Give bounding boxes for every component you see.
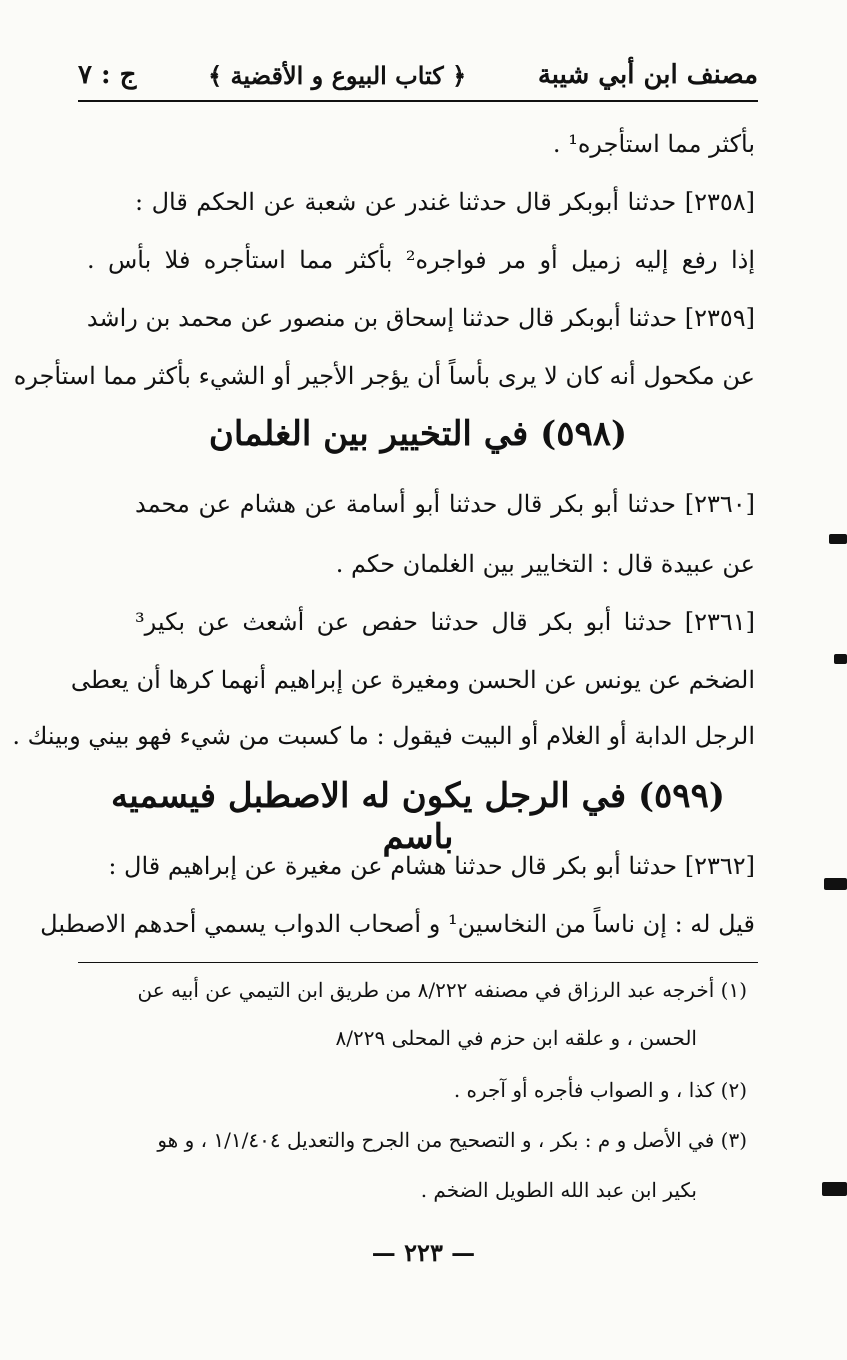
section-heading-599: (٥٩٩) في الرجل يكون له الاصطبل فيسميه باسم (111, 776, 725, 857)
page-header (78, 52, 758, 98)
scan-artifact (824, 878, 847, 890)
scan-artifact (834, 654, 847, 664)
footnote-rule (78, 962, 758, 963)
footnote-1-cont: الحسن ، و علقه ابن حزم في المحلى ٨/٢٢٩ (335, 1026, 697, 1050)
hadith-2359-line: [٢٣٥٩] حدثنا أبوبكر قال حدثنا إسحاق بن منصور عن محمد بن راشد (86, 304, 755, 332)
scan-artifact (822, 1182, 847, 1196)
text-line: عن عبيدة قال : التخايير بين الغلمان حكم . (335, 550, 755, 578)
chapter-title: ﴿ كتاب البيوع و الأقضية ﴾ (208, 60, 467, 90)
book-name: مصنف ابن أبي شيبة (537, 60, 758, 90)
footnote-2: (٢) كذا ، و الصواب فأجره أو آجره . (453, 1078, 747, 1102)
footnote-1: (١) أخرجه عبد الرزاق في مصنفه ٨/٢٢٢ من طريق ابن التيمي عن أبيه عن (137, 978, 747, 1002)
text-line: قيل له : إن ناساً من النخاسين¹ و أصحاب الدواب يسمي أحدهم الاصطبل (40, 910, 755, 938)
section-heading-598: (٥٩٨) في التخيير بين الغلمان (208, 414, 628, 454)
volume-number: ج : ٧ (78, 60, 137, 90)
text-line: الضخم عن يونس عن الحسن ومغيرة عن إبراهيم أنهما كرها أن يعطى (70, 666, 755, 694)
hadith-2358-line: [٢٣٥٨] حدثنا أبوبكر قال حدثنا غندر عن شعبة عن الحكم قال : (135, 188, 755, 216)
footnote-3-cont: بكير ابن عبد الله الطويل الضخم . (420, 1178, 697, 1202)
scan-artifact (829, 534, 847, 544)
text-line: الرجل الدابة أو الغلام أو البيت فيقول : ما كسبت من شيء فهو بيني وبينك . (12, 722, 755, 750)
text-line: بأكثر مما استأجره¹ . (552, 130, 755, 158)
hadith-2362-line: [٢٣٦٢] حدثنا أبو بكر قال حدثنا هشام عن مغيرة عن إبراهيم قال : (108, 852, 755, 880)
header-rule (78, 100, 758, 102)
page-number: — ٢٢٣ — (371, 1238, 476, 1267)
footnote-3: (٣) في الأصل و م : بكر ، و التصحيح من الجرح والتعديل ١/١/٤٠٤ ، و هو (157, 1128, 747, 1152)
text-line: إذا رفع إليه زميل أو مر فواجره² بأكثر مما استأجره فلا بأس . (87, 246, 755, 274)
hadith-2360-line: [٢٣٦٠] حدثنا أبو بكر قال حدثنا أبو أسامة عن هشام عن محمد (135, 490, 755, 518)
text-line: عن مكحول أنه كان لا يرى بأساً أن يؤجر الأجير أو الشيء بأكثر مما استأجره (13, 362, 755, 390)
hadith-2361-line: [٢٣٦١] حدثنا أبو بكر قال حدثنا حفص عن أشعث عن بكير³ (135, 608, 755, 636)
